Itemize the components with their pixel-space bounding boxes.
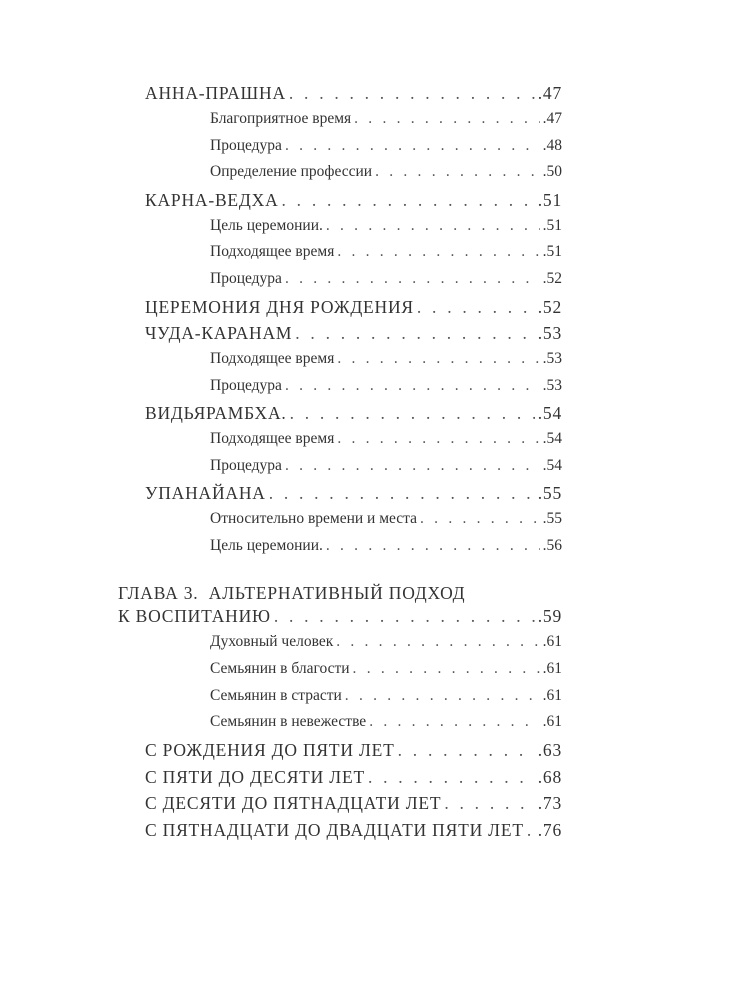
dot-leader <box>444 793 534 814</box>
toc-subentry[interactable] <box>210 163 562 189</box>
toc-entry-page: .55 <box>542 510 562 527</box>
dot-leader <box>285 377 540 395</box>
toc-entry-title: С ДЕСЯТИ ДО ПЯТНАДЦАТИ ЛЕТ <box>145 793 442 813</box>
toc-entry-title: С ПЯТИ ДО ДЕСЯТИ ЛЕТ <box>145 767 365 787</box>
toc-entry-page: .54 <box>537 403 562 423</box>
dot-leader <box>269 483 535 504</box>
toc-entry-title: Цель церемонии. <box>210 217 323 234</box>
dot-leader <box>527 820 535 841</box>
toc-subentry[interactable] <box>210 660 562 686</box>
toc-entry-title: Подходящее время <box>210 430 335 447</box>
dot-leader <box>290 403 535 424</box>
toc-subentry[interactable] <box>210 457 562 483</box>
toc-entry[interactable] <box>145 820 562 846</box>
dot-leader <box>336 633 539 651</box>
toc-entry[interactable] <box>145 297 562 323</box>
toc-entry[interactable] <box>145 767 562 793</box>
dot-leader <box>285 457 540 475</box>
toc-entry-page: .63 <box>537 740 562 760</box>
toc-entry-page: .50 <box>542 163 562 180</box>
toc-entry-page: .61 <box>542 687 562 704</box>
toc-subentry[interactable] <box>210 110 562 136</box>
toc-entry-page: .61 <box>542 633 562 650</box>
toc-subentry[interactable] <box>210 137 562 163</box>
toc-entry-title: АННА-ПРАШНА <box>145 83 286 103</box>
toc-entry-page: .52 <box>537 297 562 317</box>
toc-entry[interactable] <box>145 793 562 819</box>
dot-leader <box>295 323 534 344</box>
chapter-title-line1: АЛЬТЕРНАТИВНЫЙ ПОДХОД <box>208 583 466 603</box>
toc-subentry[interactable] <box>210 633 562 659</box>
toc-subentry[interactable] <box>210 537 562 563</box>
toc-entry-page: .47 <box>542 110 562 127</box>
chapter-title-row[interactable] <box>118 606 562 632</box>
dot-leader <box>285 137 540 155</box>
toc-entry-page: .56 <box>542 537 562 554</box>
toc-entry-title: Подходящее время <box>210 350 335 367</box>
dot-leader <box>337 243 539 261</box>
dot-leader <box>326 217 540 235</box>
toc-entry-title: С РОЖДЕНИЯ ДО ПЯТИ ЛЕТ <box>145 740 395 760</box>
toc-entry[interactable] <box>145 483 562 509</box>
dot-leader <box>345 687 540 705</box>
toc-subentry[interactable] <box>210 217 562 243</box>
toc-entry-page: .76 <box>537 820 562 840</box>
toc-entry-page: .61 <box>542 713 562 730</box>
toc-entry-page: .53 <box>537 323 562 343</box>
toc-entry[interactable] <box>145 740 562 766</box>
chapter-title-line2: К ВОСПИТАНИЮ <box>118 606 271 626</box>
toc-entry-title: С ПЯТНАДЦАТИ ДО ДВАДЦАТИ ПЯТИ ЛЕТ <box>145 820 524 840</box>
toc-entry-page: .73 <box>537 793 562 813</box>
toc-entry-page: .48 <box>542 137 562 154</box>
toc-entry-page: .54 <box>542 457 562 474</box>
toc-entry[interactable] <box>145 403 562 429</box>
dot-leader <box>368 767 535 788</box>
toc-entry-title: Подходящее время <box>210 243 335 260</box>
toc-subentry[interactable] <box>210 713 562 739</box>
toc-entry-page: .47 <box>537 83 562 103</box>
dot-leader <box>274 606 535 627</box>
toc-subentry[interactable] <box>210 350 562 376</box>
toc-entry-title: ВИДЬЯРАМБХА. <box>145 403 287 423</box>
toc-entry-title: ЦЕРЕМОНИЯ ДНЯ РОЖДЕНИЯ <box>145 297 414 317</box>
dot-leader <box>285 270 540 288</box>
toc-subentry[interactable] <box>210 243 562 269</box>
dot-leader <box>420 510 540 528</box>
dot-leader <box>354 110 539 128</box>
toc-subentry[interactable] <box>210 377 562 403</box>
dot-leader <box>326 537 540 555</box>
toc-entry-title: Цель церемонии. <box>210 537 323 554</box>
toc-entry-page: .61 <box>542 660 562 677</box>
toc-entry-title: Семьянин в благости <box>210 660 350 677</box>
dot-leader <box>398 740 535 761</box>
chapter-label: ГЛАВА 3. <box>118 583 199 603</box>
toc-subentry[interactable] <box>210 510 562 536</box>
dot-leader <box>282 190 535 211</box>
dot-leader <box>369 713 539 731</box>
toc-entry-title: Процедура <box>210 137 282 154</box>
toc-entry-title: Процедура <box>210 457 282 474</box>
toc-entry[interactable] <box>145 323 562 349</box>
toc-entry-page: .55 <box>537 483 562 503</box>
dot-leader <box>417 297 535 318</box>
toc-entry-page: .53 <box>542 377 562 394</box>
dot-leader <box>353 660 540 678</box>
toc-entry-title: Семьянин в невежестве <box>210 713 367 730</box>
toc-entry-title: Благоприятное время <box>210 110 352 127</box>
dot-leader <box>337 430 539 448</box>
toc-entry-title: ЧУДА-КАРАНАМ <box>145 323 293 343</box>
toc-entry-page: .68 <box>537 767 562 787</box>
toc-entry-title: Процедура <box>210 377 282 394</box>
toc-entry-title: Относительно времени и места <box>210 510 418 527</box>
dot-leader <box>289 83 535 104</box>
chapter-page: .59 <box>537 606 562 626</box>
toc-entry-page: .53 <box>542 350 562 367</box>
toc-entry-page: .51 <box>542 243 562 260</box>
toc-entry-title: КАРНА-ВЕДХА <box>145 190 279 210</box>
toc-entry-title: Процедура <box>210 270 282 287</box>
toc-entry[interactable] <box>145 190 562 216</box>
toc-subentry[interactable] <box>210 270 562 296</box>
toc-entry-page: .54 <box>542 430 562 447</box>
chapter-heading[interactable] <box>118 583 465 604</box>
toc-entry-title: Духовный человек <box>210 633 334 650</box>
toc-entry-page: .52 <box>542 270 562 287</box>
toc-subentry[interactable] <box>210 430 562 456</box>
dot-leader <box>375 163 540 181</box>
dot-leader <box>337 350 539 368</box>
toc-entry-page: .51 <box>542 217 562 234</box>
toc-entry-title: УПАНАЙАНА <box>145 483 266 503</box>
toc-subentry[interactable] <box>210 687 562 713</box>
toc-entry-page: .51 <box>537 190 562 210</box>
toc-entry[interactable] <box>145 83 562 109</box>
toc-entry-title: Семьянин в страсти <box>210 687 342 704</box>
toc-entry-title: Определение профессии <box>210 163 373 180</box>
